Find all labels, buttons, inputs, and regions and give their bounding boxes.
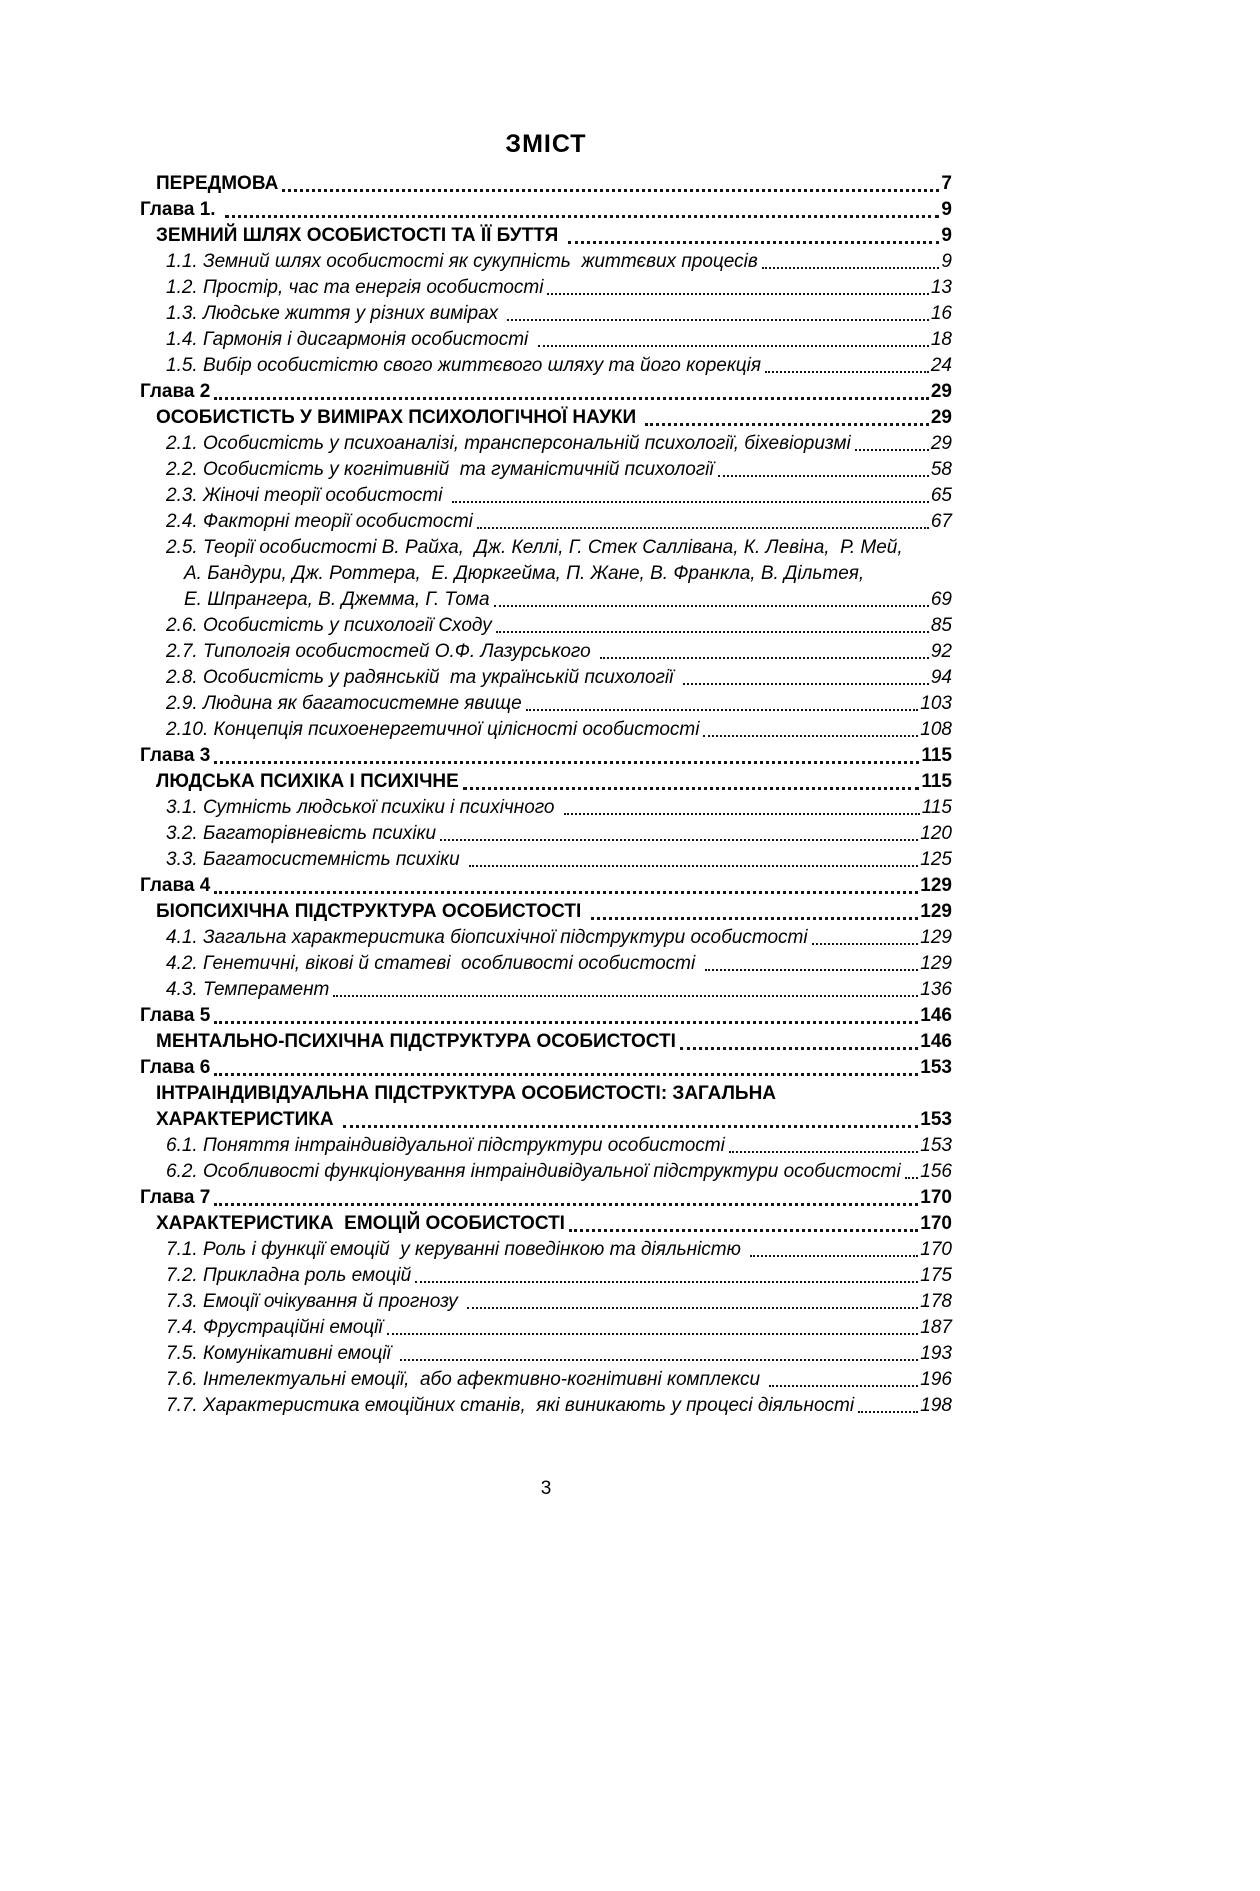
toc-entry-row — [166, 925, 952, 951]
toc-entry — [140, 223, 952, 249]
toc-entry — [140, 925, 952, 951]
toc-entry-label: Глава 6 — [140, 1057, 211, 1078]
toc-entry — [140, 847, 952, 873]
toc-entry — [140, 665, 952, 691]
dot-leader — [507, 319, 928, 321]
toc-entry-row — [140, 1003, 952, 1029]
toc-entry-row — [156, 1107, 952, 1133]
dot-leader — [568, 241, 940, 244]
toc-entry — [140, 1289, 952, 1315]
toc-entry-label: Глава 7 — [140, 1187, 211, 1208]
toc-entry — [140, 795, 952, 821]
toc-entry — [140, 691, 952, 717]
toc-entry-row — [166, 691, 952, 717]
toc-entry-row — [166, 1367, 952, 1393]
dot-leader — [526, 709, 919, 711]
toc-entry-label: 7.6. Інтелектуальні емоції, або афективно-когнітивні комплекси — [166, 1369, 766, 1390]
toc-entry-page-number: 13 — [930, 277, 952, 298]
toc-entry-row — [156, 899, 952, 925]
toc-entry — [140, 1003, 952, 1029]
toc-entry-row — [166, 847, 952, 873]
toc-entry-row — [166, 275, 952, 301]
dot-leader — [591, 917, 919, 920]
toc-entry-row — [166, 1289, 952, 1315]
toc-entry-page-number: 136 — [920, 979, 952, 1000]
toc-entry-page-number: 92 — [930, 641, 952, 662]
dot-leader — [415, 1281, 918, 1283]
toc-entry — [140, 327, 952, 353]
dot-leader — [214, 1073, 918, 1076]
toc-entry — [140, 977, 952, 1003]
dot-leader — [214, 891, 918, 894]
toc-entry-page-number: 29 — [930, 407, 952, 428]
toc-entry-page-number: 65 — [930, 485, 952, 506]
dot-leader — [683, 683, 929, 685]
toc-entry-page-number: 125 — [920, 849, 952, 870]
toc-entry-row — [140, 873, 952, 899]
toc-entry-label: 4.3. Темперамент — [166, 979, 330, 1000]
toc-entry-row — [140, 1055, 952, 1081]
page-title: ЗМІСТ — [505, 130, 587, 158]
toc-entry-label: 2.2. Особистість у когнітивній та гуманістичній психології — [166, 459, 714, 480]
toc-entry-label: ПЕРЕДМОВА — [156, 173, 279, 194]
toc-entry-page-number: 146 — [920, 1031, 952, 1052]
toc-entry-page-number: 115 — [921, 771, 952, 792]
toc-entry-label: 4.1. Загальна характеристика біопсихічної підструктури особистості — [166, 927, 808, 948]
dot-leader — [645, 423, 928, 426]
toc-entry-page-number: 18 — [930, 329, 952, 350]
toc-entry — [140, 1211, 952, 1237]
toc-entry — [140, 405, 952, 431]
dot-leader — [282, 189, 939, 192]
toc-entry — [140, 899, 952, 925]
dot-leader — [905, 1177, 919, 1179]
toc-entry-page-number: 153 — [920, 1057, 952, 1078]
toc-entry-page-number: 16 — [930, 303, 952, 324]
toc-entry — [140, 249, 952, 275]
dot-leader — [858, 1411, 918, 1413]
toc-entry-page-number: 9 — [941, 199, 952, 220]
toc-entry-label: 1.2. Простір, час та енергія особистості — [166, 277, 544, 298]
toc-entry-label: 2.3. Жіночі теорії особистості — [166, 485, 448, 506]
toc-entry-page-number: 67 — [930, 511, 952, 532]
toc-entry — [140, 769, 952, 795]
toc-entry-label: Е. Шпрангера, В. Джемма, Г. Тома — [184, 589, 490, 610]
toc-entry-label: ЛЮДСЬКА ПСИХІКА І ПСИХІЧНЕ — [156, 771, 459, 792]
toc-entry-label: 1.4. Гармонія і дисгармонія особистості — [166, 329, 534, 350]
toc-entry-row — [140, 1185, 952, 1211]
dot-leader — [765, 371, 929, 373]
dot-leader — [855, 449, 929, 451]
toc-entry — [140, 821, 952, 847]
toc-entry-page-number: 129 — [920, 927, 952, 948]
dot-leader — [547, 293, 928, 295]
toc-entry-row — [166, 249, 952, 275]
toc-entry — [140, 353, 952, 379]
toc-entry-label: 3.2. Багаторівневість психіки — [166, 823, 437, 844]
toc-entry — [140, 457, 952, 483]
toc-entry-page-number: 29 — [930, 381, 952, 402]
toc-entry-row — [166, 613, 952, 639]
dot-leader — [225, 215, 940, 218]
dot-leader — [705, 969, 919, 971]
toc-entry-label: 2.6. Особистість у психології Сходу — [166, 615, 492, 636]
toc-entry-page-number: 115 — [921, 745, 952, 766]
toc-entry-label: 7.4. Фрустраційні емоції — [166, 1317, 383, 1338]
dot-leader — [452, 501, 929, 503]
toc-entry-row — [166, 353, 952, 379]
toc-entry-row — [166, 1237, 952, 1263]
toc-entry — [140, 1367, 952, 1393]
toc-entry-page-number: 7 — [941, 173, 952, 194]
toc-entry-page-number: 58 — [930, 459, 952, 480]
toc-entry — [140, 171, 952, 197]
dot-leader — [680, 1047, 918, 1050]
toc-entry-label: МЕНТАЛЬНО-ПСИХІЧНА ПІДСТРУКТУРА ОСОБИСТОСТІ — [156, 1031, 676, 1052]
dot-leader — [718, 475, 929, 477]
dot-leader — [343, 1125, 918, 1128]
toc-entry-page-number: 29 — [930, 433, 952, 454]
dot-leader — [214, 397, 929, 400]
toc-entry-label: Глава 3 — [140, 745, 211, 766]
toc-entry — [140, 743, 952, 769]
dot-leader — [494, 605, 929, 607]
toc-content — [140, 130, 952, 1419]
toc-entry-text-line: 2.5. Теорії особистості В. Райха, Дж. Келлі, Г. Стек Саллівана, К. Левіна, Р. Мей, — [166, 537, 903, 558]
toc-entry-row — [166, 977, 952, 1003]
toc-entry-label: 3.1. Сутність людської психіки і психічного — [166, 797, 560, 818]
toc-entry-page-number: 108 — [920, 719, 952, 740]
toc-entry — [140, 1029, 952, 1055]
toc-entry-row — [166, 587, 952, 613]
toc-entry-row — [166, 327, 952, 353]
toc-entry — [140, 717, 952, 743]
toc-entry-page-number: 193 — [920, 1343, 952, 1364]
toc-entry-page-number: 85 — [930, 615, 952, 636]
toc-entry-page-number: 129 — [920, 953, 952, 974]
toc-entry-row — [156, 171, 952, 197]
toc-entry-page-number: 9 — [941, 225, 952, 246]
toc-entry-page-number: 24 — [930, 355, 952, 376]
toc-entry-page-number: 115 — [921, 797, 952, 818]
toc-entry-label: 6.2. Особливості функціонування інтраіндивідуальної підструктури особистості — [166, 1161, 901, 1182]
toc-entry-row — [166, 1159, 952, 1185]
toc-entry-row — [166, 639, 952, 665]
toc-entry — [140, 1237, 952, 1263]
toc-entry-row — [166, 1315, 952, 1341]
toc-entry-page-number: 120 — [920, 823, 952, 844]
toc-entry-label: 2.8. Особистість у радянській та українській психології — [166, 667, 679, 688]
toc-entry-label: 6.1. Поняття інтраіндивідуальної підструктури особистості — [166, 1135, 725, 1156]
dot-leader — [703, 735, 918, 737]
toc-entry-label: Глава 4 — [140, 875, 211, 896]
toc-entry-row — [156, 223, 952, 249]
toc-entry-row — [156, 769, 952, 795]
toc-entry-row — [166, 431, 952, 457]
toc-entry-page-number: 153 — [920, 1135, 952, 1156]
toc-entry-label: ХАРАКТЕРИСТИКА — [156, 1109, 339, 1130]
toc-entry — [140, 1133, 952, 1159]
toc-entry — [140, 535, 952, 613]
toc-entry-label: 2.1. Особистість у психоаналізі, трансперсональній психології, біхевіоризмі — [166, 433, 851, 454]
toc-entry — [140, 1159, 952, 1185]
dot-leader — [214, 761, 919, 764]
toc-entry — [140, 1393, 952, 1419]
toc-entry-label: 2.10. Концепція психоенергетичної цілісності особистості — [166, 719, 700, 740]
toc-entry-label: БІОПСИХІЧНА ПІДСТРУКТУРА ОСОБИСТОСТІ — [156, 901, 587, 922]
toc-entry-page-number: 178 — [920, 1291, 952, 1312]
toc-entry — [140, 1263, 952, 1289]
dot-leader — [812, 943, 919, 945]
toc-entry — [140, 613, 952, 639]
toc-entry-text-line: ІНТРАІНДИВІДУАЛЬНА ПІДСТРУКТУРА ОСОБИСТОСТІ: ЗАГАЛЬНА — [156, 1083, 777, 1104]
toc-entry-page-number: 156 — [920, 1161, 952, 1182]
toc-entry — [140, 1341, 952, 1367]
toc-entry-row — [166, 509, 952, 535]
toc-entry-label: 7.3. Емоції очікування й прогнозу — [166, 1291, 464, 1312]
toc-entry-row — [140, 743, 952, 769]
toc-entry — [140, 509, 952, 535]
toc-entry — [140, 301, 952, 327]
toc-entry-label: ХАРАКТЕРИСТИКА ЕМОЦІЙ ОСОБИСТОСТІ — [156, 1213, 565, 1234]
toc-entry — [140, 639, 952, 665]
dot-leader — [564, 813, 920, 815]
dot-leader — [469, 865, 918, 867]
dot-leader — [333, 995, 918, 997]
toc-entry-row — [166, 795, 952, 821]
toc-entry-page-number: 129 — [920, 875, 952, 896]
toc-entry-row — [166, 1341, 952, 1367]
toc-entry-row — [166, 951, 952, 977]
toc-entry-label: 2.7. Типологія особистостей О.Ф. Лазурського — [166, 641, 596, 662]
toc-entry-page-number: 170 — [920, 1213, 952, 1234]
toc-list — [140, 171, 952, 1419]
toc-entry-label: 4.2. Генетичні, вікові й статеві особливості особистості — [166, 953, 701, 974]
toc-entry-page-number: 170 — [920, 1239, 952, 1260]
toc-entry-label: 1.3. Людське життя у різних вимірах — [166, 303, 504, 324]
dot-leader — [769, 1385, 918, 1387]
dot-leader — [214, 1203, 918, 1206]
dot-leader — [750, 1255, 918, 1257]
toc-entry-row — [156, 1029, 952, 1055]
toc-entry-row — [156, 1211, 952, 1237]
toc-entry-row — [166, 717, 952, 743]
toc-entry-row — [166, 821, 952, 847]
dot-leader — [400, 1359, 918, 1361]
dot-leader — [729, 1151, 918, 1153]
toc-entry-row — [166, 1133, 952, 1159]
toc-entry — [140, 379, 952, 405]
dot-leader — [569, 1229, 918, 1232]
dot-leader — [477, 527, 929, 529]
dot-leader — [496, 631, 929, 633]
toc-entry-row — [140, 197, 952, 223]
toc-entry — [140, 483, 952, 509]
toc-entry-text-line: А. Бандури, Дж. Роттера, Е. Дюркгейма, П. Жане, В. Франкла, В. Дільтея, — [184, 563, 865, 584]
toc-entry-row — [166, 301, 952, 327]
toc-entry-label: 7.2. Прикладна роль емоцій — [166, 1265, 412, 1286]
toc-entry-page-number: 198 — [920, 1395, 952, 1416]
toc-entry-row — [166, 1263, 952, 1289]
toc-entry — [140, 873, 952, 899]
dot-leader — [600, 657, 929, 659]
toc-entry-row — [166, 483, 952, 509]
toc-entry-page-number: 196 — [920, 1369, 952, 1390]
toc-entry-row — [156, 405, 952, 431]
toc-entry-row — [166, 1393, 952, 1419]
toc-entry-page-number: 170 — [920, 1187, 952, 1208]
dot-leader — [467, 1307, 918, 1309]
toc-entry — [140, 1055, 952, 1081]
toc-entry-row — [140, 379, 952, 405]
toc-entry-label: 7.7. Характеристика емоційних станів, які виникають у процесі діяльності — [166, 1395, 855, 1416]
toc-entry-label: 7.1. Роль і функції емоцій у керуванні поведінкою та діяльністю — [166, 1239, 747, 1260]
toc-entry — [140, 1185, 952, 1211]
toc-entry-label: Глава 2 — [140, 381, 211, 402]
dot-leader — [387, 1333, 919, 1335]
toc-entry — [140, 275, 952, 301]
toc-entry-label: 3.3. Багатосистемність психіки — [166, 849, 465, 870]
toc-entry-label: 1.1. Земний шлях особистості як сукупність життєвих процесів — [166, 251, 758, 272]
toc-entry-page-number: 146 — [920, 1005, 952, 1026]
toc-entry — [140, 951, 952, 977]
toc-entry-label: 7.5. Комунікативні емоції — [166, 1343, 397, 1364]
toc-entry-label: 2.9. Людина як багатосистемне явище — [166, 693, 522, 714]
toc-entry-page-number: 94 — [930, 667, 952, 688]
toc-entry-row — [166, 457, 952, 483]
toc-entry-label: 2.4. Факторні теорії особистості — [166, 511, 473, 532]
toc-entry-page-number: 103 — [920, 693, 952, 714]
toc-entry-label: 1.5. Вибір особистістю свого життєвого шляху та його корекція — [166, 355, 762, 376]
dot-leader — [538, 345, 929, 347]
dot-leader — [463, 787, 920, 790]
toc-entry — [140, 1081, 952, 1133]
toc-entry-page-number: 69 — [930, 589, 952, 610]
toc-entry-label: Глава 5 — [140, 1005, 211, 1026]
toc-entry-label: ЗЕМНИЙ ШЛЯХ ОСОБИСТОСТІ ТА ЇЇ БУТТЯ — [156, 225, 564, 246]
toc-entry-page-number: 129 — [920, 901, 952, 922]
dot-leader — [762, 267, 940, 269]
footer-page-number: 3 — [540, 1478, 552, 1499]
toc-entry — [140, 431, 952, 457]
toc-entry-page-number: 9 — [941, 251, 952, 272]
toc-entry-label: Глава 1. — [140, 199, 221, 220]
toc-entry-page-number: 175 — [920, 1265, 952, 1286]
toc-entry-page-number: 187 — [920, 1317, 952, 1338]
toc-entry-page-number: 153 — [920, 1109, 952, 1130]
dot-leader — [440, 839, 918, 841]
toc-entry-label: ОСОБИСТІСТЬ У ВИМІРАХ ПСИХОЛОГІЧНОЇ НАУКИ — [156, 407, 642, 428]
toc-entry-row — [166, 665, 952, 691]
dot-leader — [214, 1021, 918, 1024]
toc-entry — [140, 197, 952, 223]
toc-entry — [140, 1315, 952, 1341]
